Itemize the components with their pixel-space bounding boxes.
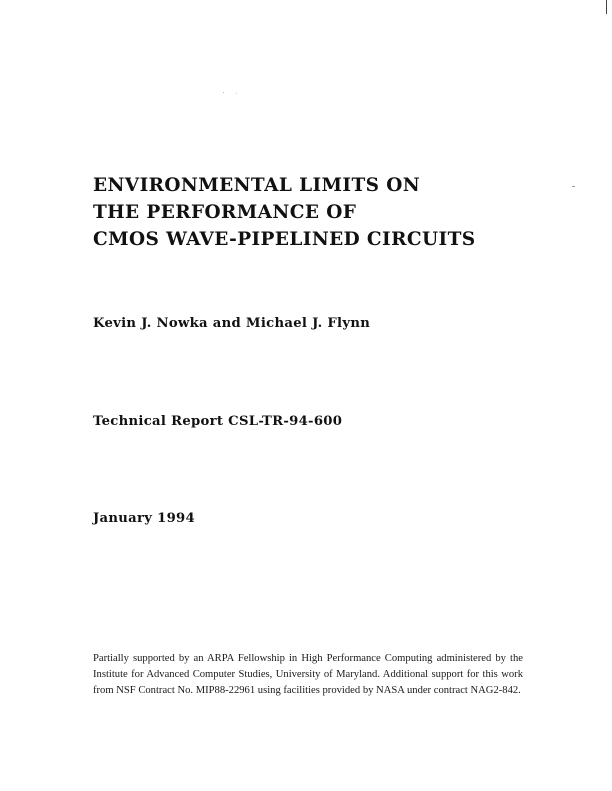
report-title <box>93 172 476 253</box>
title-line-3: CMOS WAVE-PIPELINED CIRCUITS <box>93 229 476 250</box>
funding-acknowledgment: Partially supported by an ARPA Fellowship in High Performance Computing administered by the Institute for Advanced Computer Studies, University of Maryland. Additional support for this work from NSF Contract No. MIP88-22961 using facilities provided by NASA under contract NAG2-842. <box>93 653 523 697</box>
scan-speck <box>236 93 237 94</box>
report-number: Technical Report CSL-TR-94-600 <box>93 414 343 429</box>
scan-speck <box>572 186 575 187</box>
publication-date: January 1994 <box>93 511 196 526</box>
scan-speck <box>223 92 224 93</box>
title-line-1: ENVIRONMENTAL LIMITS ON <box>93 175 421 196</box>
scan-edge-mark <box>606 0 607 14</box>
author-list: Kevin J. Nowka and Michael J. Flynn <box>93 316 371 331</box>
title-line-2: THE PERFORMANCE OF <box>93 202 357 223</box>
